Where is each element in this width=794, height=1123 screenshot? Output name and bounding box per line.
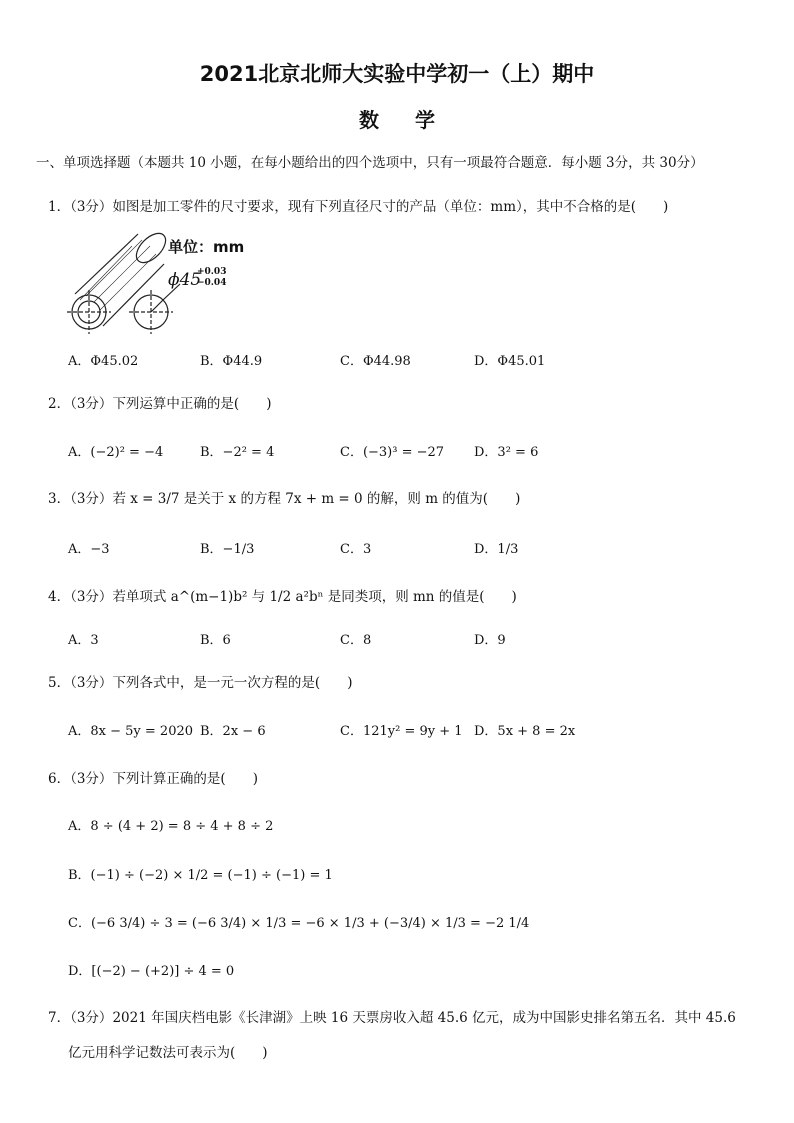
q6-option-c[interactable]: C．(−6 3/4) ÷ 3 = (−6 3/4) × 1/3 = −6 × 1/3 + (−3/4) × 1/3 = −2 1/4	[68, 916, 530, 931]
q1-option-d[interactable]: D．Φ45.01	[474, 354, 546, 369]
tolerance-lower: −0.04	[197, 278, 227, 288]
q1-option-b[interactable]: B．Φ44.9	[200, 354, 263, 369]
tolerance-upper: +0.03	[197, 267, 227, 277]
question-7	[48, 1006, 736, 1026]
question-text: 如图是加工零件的尺寸要求，现有下列直径尺寸的产品（单位：mm），其中不合格的是( )	[112, 199, 669, 215]
q6-option-a[interactable]: A．8 ÷ (4 + 2) = 8 ÷ 4 + 8 ÷ 2	[68, 819, 274, 834]
page-title: 2021北京北师大实验中学初一（上）期中	[199, 62, 595, 86]
question-text: 下列各式中，是一元一次方程的是( )	[112, 675, 353, 691]
question-number: 2．	[48, 396, 71, 412]
q2-option-a[interactable]: A．(−2)² = −4	[68, 445, 164, 460]
q2-option-c[interactable]: C．(−3)³ = −27	[340, 445, 445, 460]
question-number: 3．	[48, 491, 71, 507]
figure-unit-label: 单位：mm	[168, 238, 245, 256]
question-7-line2: 亿元用科学记数法可表示为( )	[68, 1045, 268, 1061]
q5-option-c[interactable]: C．121y² = 9y + 1	[340, 724, 463, 739]
question-score: （3分）	[70, 199, 113, 215]
question-score: （3分）	[70, 771, 113, 787]
question-4	[48, 585, 517, 605]
q2-option-d[interactable]: D．3² = 6	[474, 445, 539, 460]
question-1	[48, 195, 668, 215]
question-score: （3分）	[70, 491, 113, 507]
question-6	[48, 767, 258, 787]
q6-option-b[interactable]: B．(−1) ÷ (−2) × 1/2 = (−1) ÷ (−1) = 1	[68, 868, 333, 883]
section-heading: 一、单项选择题（本题共 10 小题，在每小题给出的四个选项中，只有一项最符合题意．每小题 3分，共 30分）	[36, 155, 704, 171]
q4-option-b[interactable]: B．6	[200, 633, 231, 648]
q3-option-a[interactable]: A．−3	[68, 542, 110, 557]
subject-title: 数学	[359, 108, 471, 132]
q4-option-a[interactable]: A．3	[68, 633, 99, 648]
question-number: 1．	[48, 199, 71, 215]
q4-option-d[interactable]: D．9	[474, 633, 506, 648]
q5-option-d[interactable]: D．5x + 8 = 2x	[474, 724, 576, 739]
q1-option-c[interactable]: C．Φ44.98	[340, 354, 411, 369]
question-number: 4．	[48, 589, 71, 605]
question-score: （3分）	[70, 589, 113, 605]
question-text: 若 x = 3/7 是关于 x 的方程 7x + m = 0 的解，则 m 的值为( )	[112, 491, 521, 507]
q3-option-b[interactable]: B．−1/3	[200, 542, 255, 557]
question-text: 2021 年国庆档电影《长津湖》上映 16 天票房收入超 45.6 亿元，成为中国影史排名第五名．其中 45.6	[112, 1010, 736, 1026]
question-number: 6．	[48, 771, 71, 787]
figure-tolerance	[197, 267, 226, 289]
question-score: （3分）	[70, 1010, 113, 1026]
question-text: 若单项式 a^(m−1)b² 与 1/2 a²bⁿ 是同类项，则 mn 的值是( )	[112, 589, 517, 605]
question-text: 下列计算正确的是( )	[112, 771, 258, 787]
question-score: （3分）	[70, 396, 113, 412]
q3-option-c[interactable]: C．3	[340, 542, 372, 557]
question-5	[48, 671, 352, 691]
q1-option-a[interactable]: A．Φ45.02	[68, 354, 139, 369]
question-number: 5．	[48, 675, 71, 691]
q4-option-c[interactable]: C．8	[340, 633, 372, 648]
question-number: 7．	[48, 1010, 71, 1026]
q5-option-a[interactable]: A．8x − 5y = 2020	[68, 724, 194, 739]
q3-option-d[interactable]: D．1/3	[474, 542, 519, 557]
q2-option-b[interactable]: B．−2² = 4	[200, 445, 275, 460]
question-3	[48, 487, 520, 507]
figure-dimension: ϕ45	[168, 270, 202, 290]
question-score: （3分）	[70, 675, 113, 691]
q6-option-d[interactable]: D．[(−2) − (+2)] ÷ 4 = 0	[68, 964, 235, 979]
question-2	[48, 392, 271, 412]
q5-option-b[interactable]: B．2x − 6	[200, 724, 266, 739]
question-text: 下列运算中正确的是( )	[112, 396, 272, 412]
